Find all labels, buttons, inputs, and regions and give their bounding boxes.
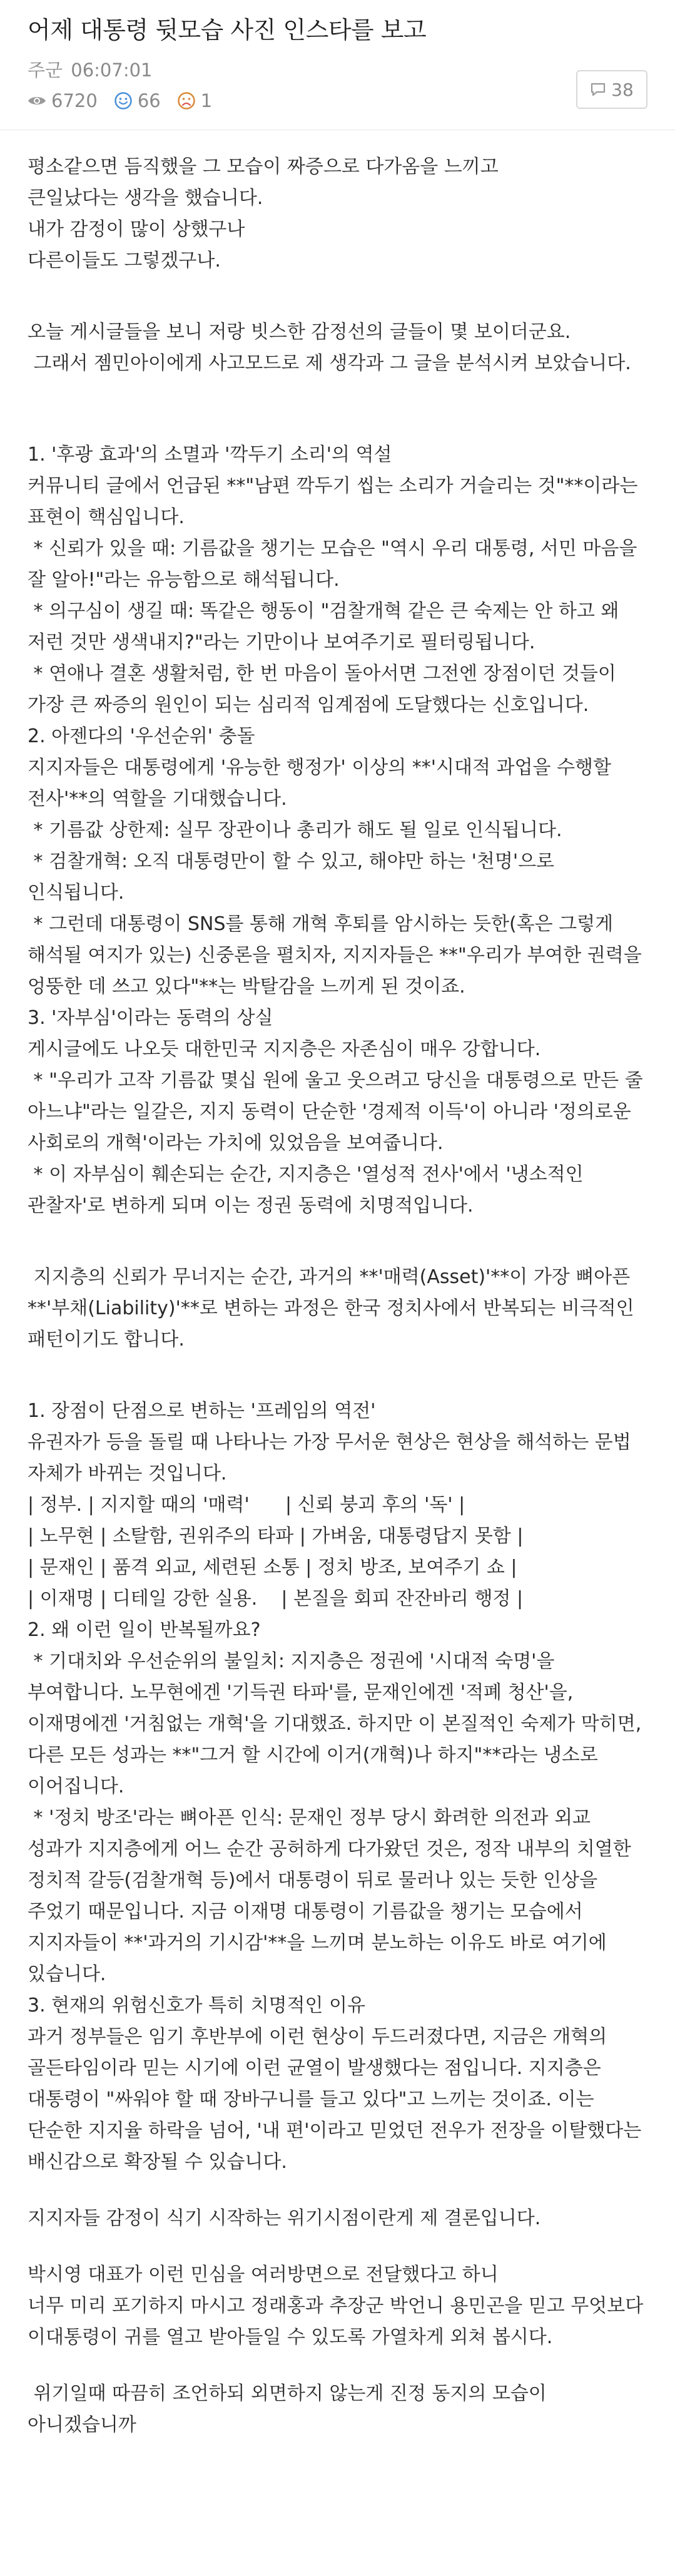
dislike-count-value: 1 — [200, 90, 213, 111]
dislike-count[interactable] — [177, 90, 212, 111]
smile-icon — [114, 91, 133, 110]
post-stats — [28, 90, 647, 111]
speech-bubble-icon — [590, 82, 606, 97]
body-analysis-intro: 오늘 게시글들을 보니 저랑 빗스한 감정선의 글들이 몇 보이더군요. 그래서 젬민아이에게 사고모드로 제 생각과 그 글을 분석시켜 보았습니다. — [28, 321, 631, 374]
body-conclusion: 지지자들 감정이 식기 시작하는 위기시점이란게 제 결론입니다. — [28, 2207, 541, 2229]
post-body — [0, 130, 675, 2441]
like-count[interactable] — [114, 90, 161, 111]
spacer — [28, 1356, 647, 1396]
post-title: 어제 대통령 뒷모습 사진 인스타를 보고 — [28, 16, 427, 44]
body-final: 위기일때 따끔히 조언하되 외면하지 않는게 진정 동지의 모습이 아니겠습니까 — [28, 2383, 553, 2436]
frown-icon — [177, 91, 196, 110]
author-name[interactable]: 주군 — [28, 59, 63, 81]
comment-count-value: 38 — [611, 79, 634, 100]
body-closing: 박시영 대표가 이런 민심을 여러방면으로 전달했다고 하니 너무 미리 포기하지 마시고 정래홍과 추장군 박언니 용민곤을 믿고 무엇보다 이대통령이 귀를 열고 받아들일 수 있도록 가열차게 외쳐 봅시다. — [28, 2264, 644, 2348]
spacer — [28, 2178, 647, 2203]
view-count-value: 6720 — [51, 90, 98, 111]
spacer — [28, 2234, 647, 2259]
body-section-1: 1. '후광 효과'의 소멸과 '깍두기 소리'의 역설 커뮤니티 글에서 언급된 **"남편 깍두기 씹는 소리가 거슬리는 것"**이라는 표현이 핵심입니다. * 신뢰가 있을 때: 기름값을 챙기는 모습은 "역시 우리 대통령, 서민 마음을 잘 알아!"라는 유능함으로 해석됩니다. * 의구심이 생길 때: 똑같은 행동이 "검찰개혁 같은 큰 숙제는 안 하고 왜 저런 것만 생색내지?"라는 기만이나 보여주기로 필터링됩니다. * 연애나 결혼 생활처럼, 한 번 마음이 돌아서면 그전엔 장점이던 것들이 가장 큰 짜증의 원인이 되는 심리적 임계점에 도달했다는 신호입니다. 2. 아젠다의 '우선순위' 충돌 지지자들은 대통령에게 '유능한 행정가' 이상의 **'시대적 과업을 수행할 전사'**의 역할을 기대했습니다. * 기름값 상한제: 실무 장관이나 총리가 해도 될 일로 인식됩니다. * 검찰개혁: 오직 대통령만이 할 수 있고, 해야만 하는 '천명'으로 인식됩니다. * 그런데 대통령이 SNS를 통해 개혁 후퇴를 암시하는 듯한(혹은 그렇게 해석될 여지가 있는) 신중론을 펼치자, 지지자들은 **"우리가 부여한 권력을 엉뚱한 데 쓰고 있다"**는 박탈감을 느끼게 된 것이죠. 3. '자부심'이라는 동력의 상실 게시글에도 나오듯 대한민국 지지층은 자존심이 매우 강합니다. * "우리가 고작 기름값 몇십 원에 울고 웃으려고 당신을 대통령으로 만든 줄 아느냐"라는 일갈은, 지지 동력이 단순한 '경제적 이득'이 아니라 '정의로운 사회로의 개혁'이라는 가치에 있었음을 보여줍니다. * 이 자부심이 훼손되는 순간, 지지층은 '열성적 전사'에서 '냉소적인 관찰자'로 변하게 되며 이는 정권 동력에 치명적입니다. — [28, 444, 643, 1217]
body-section-3: 1. 장점이 단점으로 변하는 '프레임의 역전' 유권자가 등을 돌릴 때 나타나는 가장 무서운 현상은 현상을 해석하는 문법 자체가 바뀌는 것입니다. | 정부. | 지지할 때의 '매력' | 신뢰 붕괴 후의 '독' | | 노무현 | 소탈함, 권위주의 타파 | 가벼움, 대통령답지 못함 | | 문재인 | 품격 외교, 세련된 소통 | 정치 방조, 보여주기 쇼 | | 이재명 | 디테일 강한 실용. | 본질을 회피 잔잔바리 행정 | 2. 왜 이런 일이 반복될까요? * 기대치와 우선순위의 불일치: 지지층은 정권에 '시대적 숙명'을 부여합니다. 노무현에겐 '기득권 타파'를, 문재인에겐 '적폐 청산'을, 이재명에겐 '거침없는 개혁'을 기대했죠. 하지만 이 본질적인 숙제가 막히면, 다른 모든 성과는 **"그거 할 시간에 이거(개혁)나 하지"**라는 냉소로 이어집니다. * '정치 방조'라는 뼈아픈 인식: 문재인 정부 당시 화려한 의전과 외교 성과가 지지층에게 어느 순간 공허하게 다가왔던 것은, 정작 내부의 치열한 정치적 갈등(검찰개혁 등)에서 대통령이 뒤로 물러나 있는 듯한 인상을 주었기 때문입니다. 지금 이재명 대통령이 기름값을 챙기는 모습에서 지지자들이 **'과거의 기시감'**을 느끼며 분노하는 이유도 바로 여기에 있습니다. 3. 현재의 위험신호가 특히 치명적인 이유 과거 정부들은 임기 후반부에 이런 현상이 두드러졌다면, 지금은 개혁의 골든타임이라 믿는 시기에 이런 균열이 발생했다는 점입니다. 지지층은 대통령이 "싸워야 할 때 장바구니를 들고 있다"고 느끼는 것이죠. 이는 단순한 지지율 하락을 넘어, '내 편'이라고 믿었던 전우가 전장을 이탈했다는 배신감으로 확장될 수 있습니다. — [28, 1400, 642, 2173]
like-count-value: 66 — [137, 90, 161, 111]
comment-count-button[interactable] — [576, 70, 647, 109]
body-intro: 평소같으면 듬직했을 그 모습이 짜증으로 다가옴을 느끼고 큰일났다는 생각을 했습니다. 내가 감정이 많이 상했구나 다른이들도 그렇겠구나. — [28, 156, 499, 272]
spacer — [28, 1222, 647, 1262]
body-section-2: 지지층의 신뢰가 무너지는 순간, 과거의 **'매력(Asset)'**이 가장 뼈아픈 **'부채(Liability)'**로 변하는 과정은 한국 정치사에서 반복되는 비극적인 패턴이기도 합니다. — [28, 1266, 641, 1351]
eye-icon — [28, 95, 46, 107]
spacer — [28, 379, 647, 439]
spacer — [28, 277, 647, 317]
post-meta — [28, 59, 647, 81]
post-time: 06:07:01 — [71, 59, 153, 81]
post-header — [0, 0, 675, 130]
spacer — [28, 2353, 647, 2378]
view-count — [28, 90, 98, 111]
